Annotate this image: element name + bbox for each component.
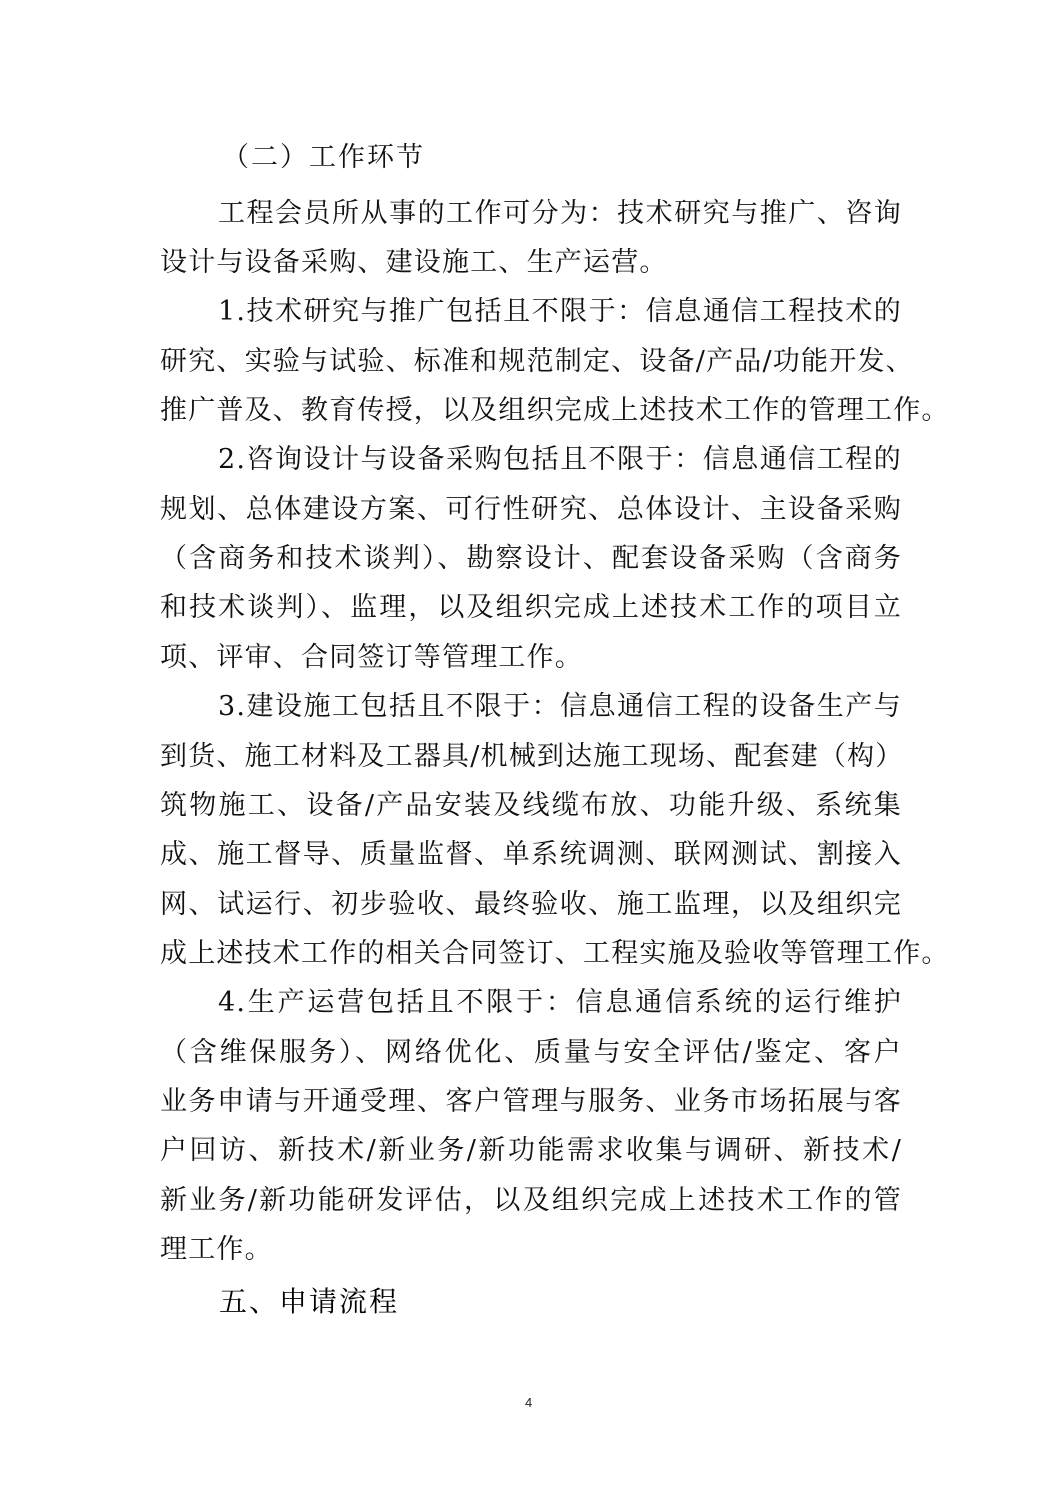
paragraph-line: 项、评审、合同签订等管理工作。: [160, 642, 583, 673]
paragraph-line: 推广普及、教育传授，以及组织完成上述技术工作的管理工作。: [160, 395, 950, 426]
paragraph-line: 设计与设备采购、建设施工、生产运营。: [160, 247, 668, 278]
section-heading: 五、申请流程: [219, 1285, 400, 1318]
subsection-heading: （二）工作环节: [222, 142, 425, 173]
paragraph-line: 和技术谈判）、监理，以及组织完成上述技术工作的项目立: [160, 592, 902, 623]
paragraph-line: 1.技术研究与推广包括且不限于：信息通信工程技术的: [218, 296, 902, 327]
paragraph-line: 工程会员所从事的工作可分为：技术研究与推广、咨询: [218, 198, 902, 229]
paragraph-line: 3.建设施工包括且不限于：信息通信工程的设备生产与: [218, 691, 902, 722]
paragraph-line: （含商务和技术谈判）、勘察设计、配套设备采购（含商务: [160, 543, 902, 574]
paragraph-line: 筑物施工、设备/产品安装及线缆布放、功能升级、系统集: [160, 790, 902, 821]
paragraph-line: 理工作。: [160, 1234, 273, 1265]
paragraph-line: 研究、实验与试验、标准和规范制定、设备/产品/功能开发、: [160, 346, 914, 377]
paragraph-line: 4.生产运营包括且不限于：信息通信系统的运行维护: [218, 987, 902, 1018]
paragraph-line: 新业务/新功能研发评估，以及组织完成上述技术工作的管: [160, 1185, 902, 1216]
paragraph-line: 业务申请与开通受理、客户管理与服务、业务市场拓展与客: [160, 1086, 902, 1117]
paragraph-line: 规划、总体建设方案、可行性研究、总体设计、主设备采购: [160, 494, 902, 525]
paragraph-line: 户回访、新技术/新业务/新功能需求收集与调研、新技术/: [160, 1135, 902, 1166]
paragraph-line: 成、施工督导、质量监督、单系统调测、联网测试、割接入: [160, 839, 902, 870]
page-number: 4: [525, 1395, 533, 1410]
paragraph-line: （含维保服务）、网络优化、质量与安全评估/鉴定、客户: [160, 1037, 902, 1068]
paragraph-line: 2.咨询设计与设备采购包括且不限于：信息通信工程的: [218, 444, 902, 475]
paragraph-line: 到货、施工材料及工器具/机械到达施工现场、配套建（构）: [160, 741, 904, 772]
paragraph-line: 网、试运行、初步验收、最终验收、施工监理，以及组织完: [160, 889, 902, 920]
paragraph-line: 成上述技术工作的相关合同签订、工程实施及验收等管理工作。: [160, 938, 950, 969]
